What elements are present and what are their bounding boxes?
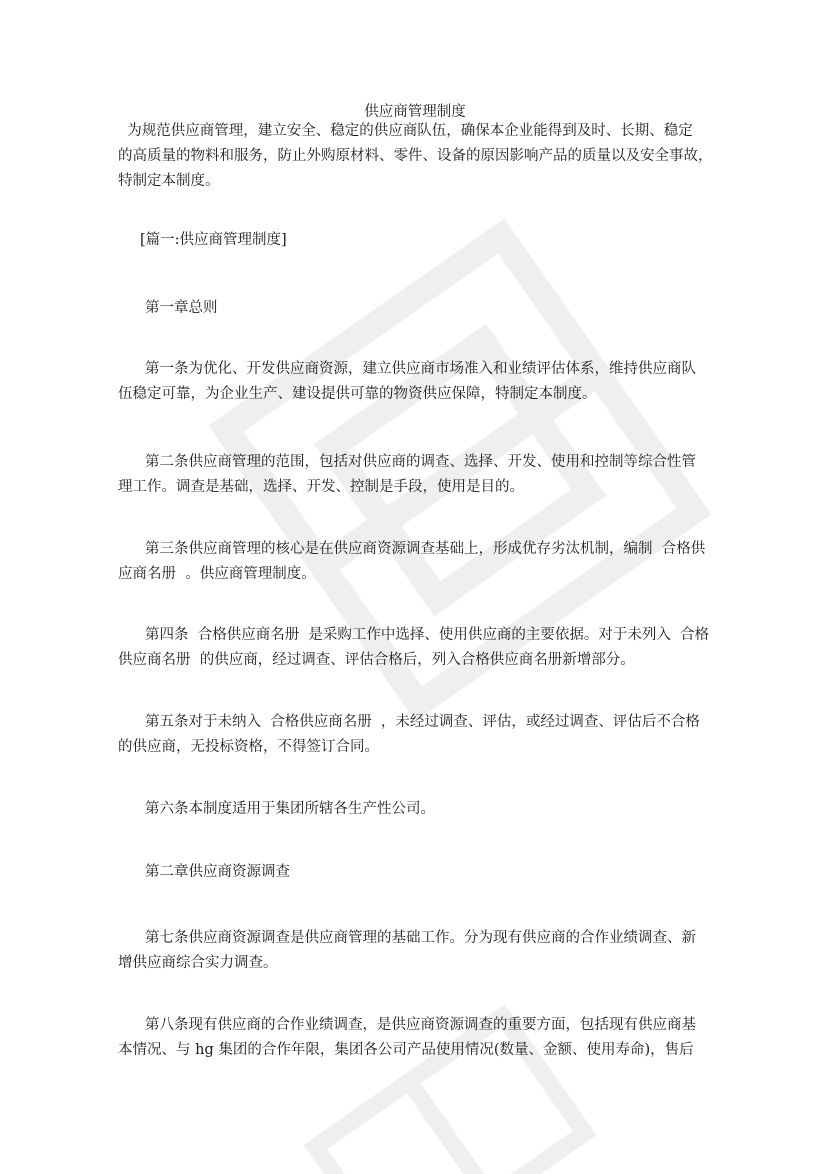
article-2 [118, 450, 718, 500]
article-7 [118, 926, 718, 976]
article-5 [118, 710, 718, 760]
text-line: 的高质量的物料和服务，防止外购原材料、零件、设备的原因影响产品的质量以及安全事故， [118, 148, 713, 164]
article-3 [118, 537, 718, 587]
article-4 [118, 623, 718, 673]
text-line: 第四条 合格供应商名册 是采购工作中选择、使用供应商的主要依据。对于未列入 合格 [145, 627, 710, 643]
text-line: 第五条对于未纳入 合格供应商名册 ，未经过调查、评估，或经过调查、评估后不合格 [145, 714, 700, 730]
watermark-icon [270, 972, 630, 1174]
text-line: 增供应商综合实力调查。 [118, 955, 278, 971]
text-line: 的供应商，无投标资格，不得签订合同。 [118, 739, 379, 755]
text-line: 伍稳定可靠，为企业生产、建设提供可靠的物资供应保障，特制定本制度。 [118, 386, 597, 402]
text-line: 为规范供应商管理，建立安全、稳定的供应商队伍，确保本企业能得到及时、长期、稳定 [118, 123, 693, 139]
chapter-heading: 第二章供应商资源调查 [145, 864, 290, 880]
text-line: 第八条现有供应商的合作业绩调查，是供应商资源调查的重要方面，包括现有供应商基 [145, 1017, 696, 1033]
text-line: 第三条供应商管理的核心是在供应商资源调查基础上，形成优存劣汰机制，编制 合格供 [145, 541, 706, 557]
chapter-heading: 第一章总则 [145, 300, 218, 316]
text-line: 供应商名册 的供应商，经过调查、评估合格后，列入合格供应商名册新增部分。 [118, 652, 635, 668]
text-line: 第七条供应商资源调查是供应商管理的基础工作。分为现有供应商的合作业绩调查、新 [145, 930, 696, 946]
article-6: 第六条本制度适用于集团所辖各生产性公司。 [145, 801, 435, 817]
text-line: 第一条为优化、开发供应商资源，建立供应商市场准入和业绩评估体系，维持供应商队 [145, 361, 696, 377]
article-1 [118, 357, 718, 407]
document-title: 供应商管理制度 [364, 104, 466, 120]
article-8 [118, 1013, 718, 1063]
text-line: 特制定本制度。 [118, 173, 220, 189]
text-line: 本情况、与 hg 集团的合作年限，集团各公司产品使用情况(数量、金额、使用寿命)，售后 [118, 1042, 694, 1058]
text-line: 应商名册 。供应商管理制度。 [118, 566, 316, 582]
section-heading: [篇一:供应商管理制度] [140, 232, 287, 248]
intro-paragraph [118, 119, 718, 194]
text-line: 理工作。调查是基础，选择、开发、控制是手段，使用是目的。 [118, 479, 524, 495]
text-line: 第二条供应商管理的范围，包括对供应商的调查、选择、开发、使用和控制等综合性管 [145, 454, 696, 470]
